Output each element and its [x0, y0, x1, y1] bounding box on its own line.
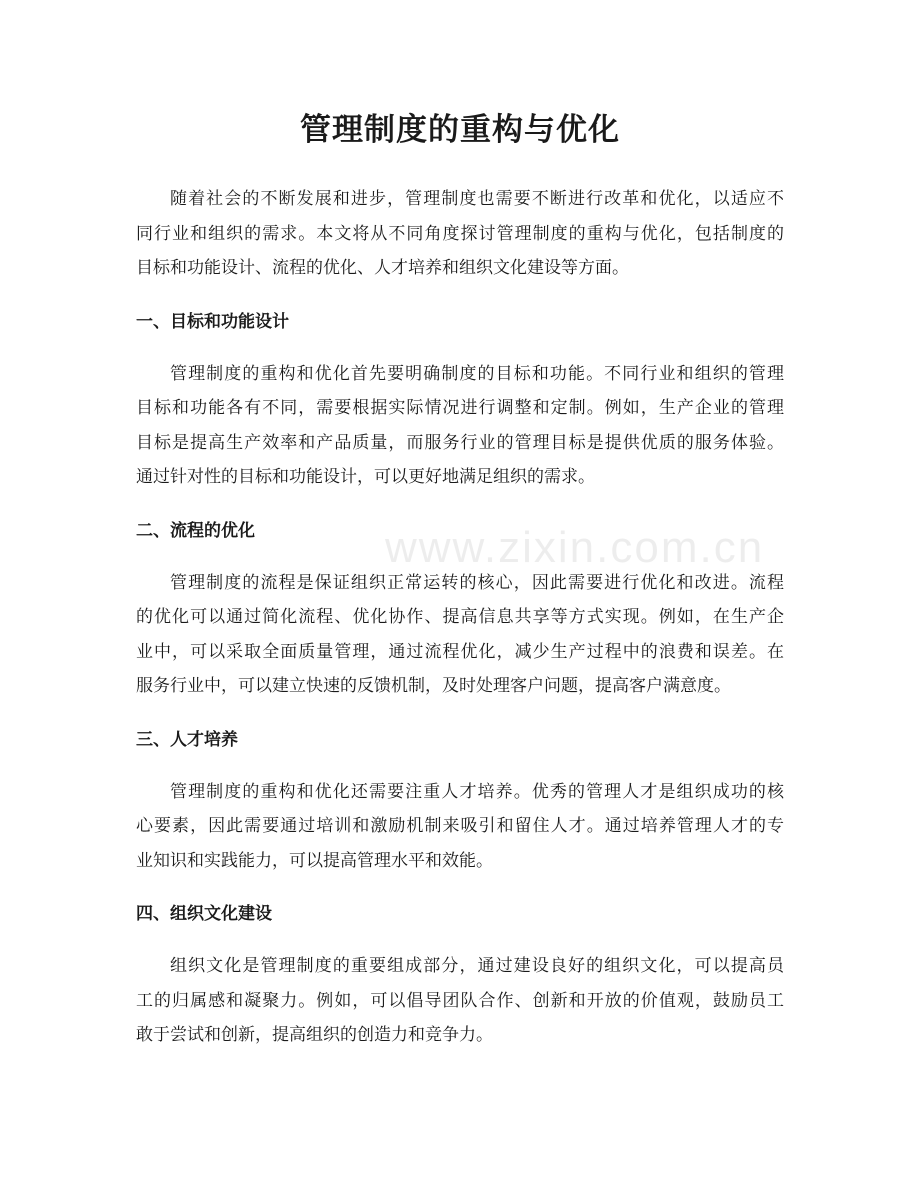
section-heading-culture: 四、组织文化建设: [136, 904, 272, 924]
paragraph-line: 同行业和组织的需求。本文将从不同角度探讨管理制度的重构与优化，包括制度的: [136, 223, 784, 244]
page-title: 管理制度的重构与优化: [300, 112, 620, 148]
paragraph-line: 管理制度的流程是保证组织正常运转的核心，因此需要进行优化和改进。流程: [170, 572, 784, 593]
intro-paragraph: [136, 182, 784, 286]
watermark: www.zixin.com.cn: [385, 523, 765, 572]
paragraph-line: 心要素，因此需要通过培训和激励机制来吸引和留住人才。通过培养管理人才的专: [136, 816, 784, 836]
paragraph-line: 的优化可以通过简化流程、优化协作、提高信息共享等方式实现。例如，在生产企: [136, 607, 784, 627]
paragraph-line: 目标和功能设计、流程的优化、人才培养和组织文化建设等方面。: [136, 258, 629, 278]
paragraph-line: 通过针对性的目标和功能设计，可以更好地满足组织的需求。: [136, 467, 595, 487]
paragraph-line: 目标是提高生产效率和产品质量，而服务行业的管理目标是提供优质的服务体验。: [136, 432, 784, 453]
paragraph-line: 管理制度的重构和优化首先要明确制度的目标和功能。不同行业和组织的管理: [170, 363, 784, 384]
paragraph-line: 业知识和实践能力，可以提高管理水平和效能。: [136, 850, 493, 871]
section-paragraph-goals: [136, 357, 784, 495]
section-heading-talent: 三、人才培养: [136, 729, 238, 750]
section-heading-process: 二、流程的优化: [136, 520, 255, 541]
paragraph-line: 目标和功能各有不同，需要根据实际情况进行调整和定制。例如，生产企业的管理: [136, 398, 784, 418]
document-body: [136, 110, 784, 1053]
paragraph-line: 工的归属感和凝聚力。例如，可以倡导团队合作、创新和开放的价值观，鼓励员工: [136, 990, 784, 1011]
section-paragraph-process: [136, 566, 784, 704]
paragraph-line: 组织文化是管理制度的重要组成部分，通过建设良好的组织文化，可以提高员: [170, 956, 784, 976]
paragraph-line: 敢于尝试和创新，提高组织的创造力和竞争力。: [136, 1025, 493, 1045]
paragraph-line: 管理制度的重构和优化还需要注重人才培养。优秀的管理人才是组织成功的核: [170, 781, 784, 802]
section-paragraph-culture: [136, 949, 784, 1053]
paragraph-line: 服务行业中，可以建立快速的反馈机制，及时处理客户问题，提高客户满意度。: [136, 676, 731, 696]
section-paragraph-talent: [136, 775, 784, 879]
paragraph-line: 随着社会的不断发展和进步，管理制度也需要不断进行改革和优化，以适应不: [170, 189, 784, 209]
paragraph-line: 业中，可以采取全面质量管理，通过流程优化，减少生产过程中的浪费和误差。在: [136, 641, 784, 662]
section-heading-goals: 一、目标和功能设计: [136, 311, 289, 332]
